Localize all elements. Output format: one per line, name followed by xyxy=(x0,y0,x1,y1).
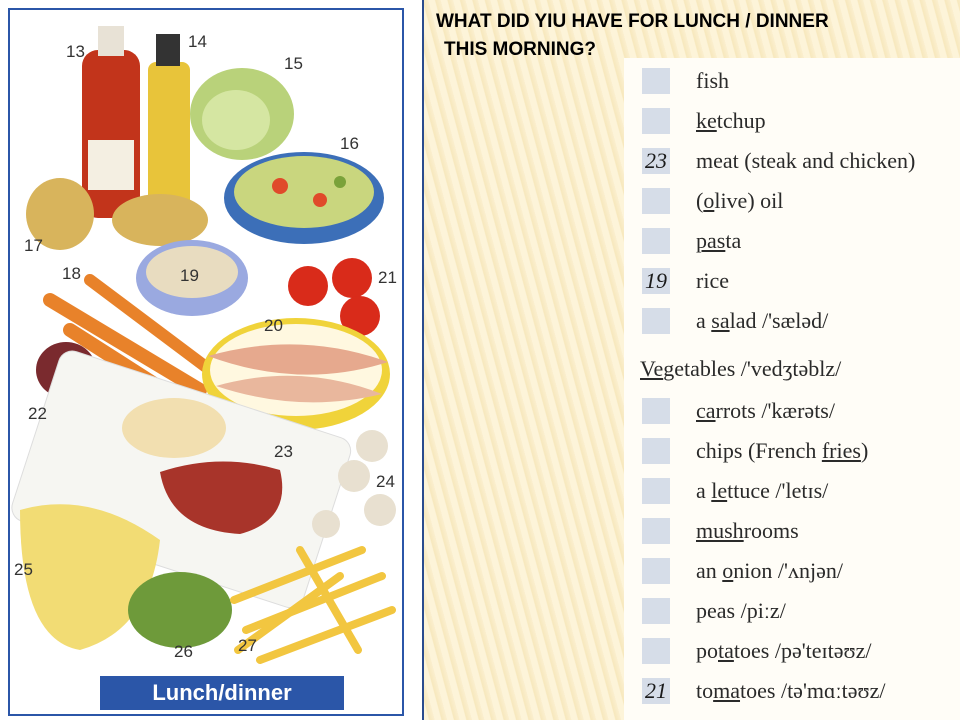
food-number: 17 xyxy=(24,236,43,255)
picture-caption: Lunch/dinner xyxy=(100,676,344,710)
tomato xyxy=(288,266,328,306)
vocabulary-list xyxy=(624,58,960,720)
oil-bottle xyxy=(148,62,190,210)
word-text: rooms xyxy=(743,518,799,543)
ketchup-bottle xyxy=(82,50,140,218)
answer-box[interactable] xyxy=(642,558,670,584)
vocab-word xyxy=(696,678,885,704)
word-text: getables /'vedʒtəblz/ xyxy=(663,356,842,381)
answer-box[interactable] xyxy=(642,68,670,94)
food-picture-panel xyxy=(0,0,424,720)
word-text: an xyxy=(696,558,723,583)
stressed-syllable: le xyxy=(711,478,728,503)
word-text: ttuce /'letɪs/ xyxy=(727,478,829,503)
food-number: 21 xyxy=(378,268,397,287)
answer-box[interactable] xyxy=(642,108,670,134)
tomato xyxy=(332,258,372,298)
oil-cap xyxy=(156,34,180,66)
answer-box[interactable] xyxy=(642,398,670,424)
word-text: toes /pə'teɪtəʊz/ xyxy=(733,638,872,663)
vegetables-heading xyxy=(640,356,841,382)
word-text: peas /piːz/ xyxy=(696,598,786,623)
answer-box[interactable] xyxy=(642,228,670,254)
word-text: ( xyxy=(696,188,704,213)
word-text: chips (French xyxy=(696,438,822,463)
word-text: ) xyxy=(860,438,869,463)
stressed-syllable: ta xyxy=(718,638,734,663)
food-number: 14 xyxy=(188,32,207,51)
ketchup-label xyxy=(88,140,134,190)
word-text: tchup xyxy=(716,108,766,133)
word-text: to xyxy=(696,678,714,703)
food-number: 25 xyxy=(14,560,33,579)
food-number: 20 xyxy=(264,316,283,335)
food-illustration xyxy=(10,10,404,716)
stressed-syllable: ca xyxy=(696,398,716,423)
stressed-syllable: ma xyxy=(713,678,741,703)
vocab-word xyxy=(696,478,828,504)
food-number: 15 xyxy=(284,54,303,73)
ketchup-cap xyxy=(98,26,124,56)
question-line-1: WHAT DID YIU HAVE FOR LUNCH / DINNER xyxy=(436,11,829,32)
answer-box[interactable] xyxy=(642,638,670,664)
word-text: a xyxy=(696,478,712,503)
vocab-word xyxy=(696,598,786,624)
stressed-syllable: Ve xyxy=(640,356,664,381)
answer-box[interactable] xyxy=(642,438,670,464)
food-number: 26 xyxy=(174,642,193,661)
stressed-syllable: pas xyxy=(696,228,726,253)
stressed-syllable: sa xyxy=(711,308,730,333)
word-text: a xyxy=(696,308,712,333)
vocab-word xyxy=(696,638,872,664)
question-line-2: THIS MORNING? xyxy=(444,39,596,60)
vocab-word xyxy=(696,438,868,464)
stressed-syllable: mush xyxy=(696,518,744,543)
vocab-word xyxy=(696,228,741,254)
word-text: ta xyxy=(725,228,742,253)
food-number: 22 xyxy=(28,404,47,423)
stressed-syllable: o xyxy=(703,188,715,213)
vocab-word xyxy=(696,308,828,334)
vocab-word xyxy=(696,188,783,214)
food-picture xyxy=(8,8,404,716)
food-number: 19 xyxy=(180,266,199,285)
mushroom xyxy=(356,430,388,462)
word-text: lad /'sæləd/ xyxy=(729,308,829,333)
vocab-word xyxy=(696,398,835,424)
food-number: 24 xyxy=(376,472,395,491)
vocab-word xyxy=(696,558,843,584)
answer-box[interactable] xyxy=(642,188,670,214)
potato xyxy=(112,194,208,246)
stressed-syllable: o xyxy=(722,558,734,583)
vocab-word xyxy=(696,268,729,294)
answer-box[interactable] xyxy=(642,478,670,504)
food-number: 27 xyxy=(238,636,257,655)
answer-box[interactable] xyxy=(642,518,670,544)
answer-box[interactable]: 19 xyxy=(642,268,670,294)
answer-box[interactable]: 21 xyxy=(642,678,670,704)
food-number: 23 xyxy=(274,442,293,461)
stressed-syllable: ke xyxy=(696,108,717,133)
word-text: toes /tə'mɑːtəʊz/ xyxy=(740,678,886,703)
word-text: nion /'ʌnjən/ xyxy=(733,558,843,583)
vocab-word xyxy=(696,148,915,174)
vocab-word xyxy=(696,108,766,134)
answer-box[interactable] xyxy=(642,308,670,334)
vocab-word xyxy=(696,518,799,544)
word-text: rice xyxy=(696,268,729,293)
food-number: 18 xyxy=(62,264,81,283)
word-text: rrots /'kærəts/ xyxy=(715,398,835,423)
answer-box[interactable] xyxy=(642,598,670,624)
question-heading xyxy=(436,8,956,64)
stressed-syllable: fries xyxy=(821,438,861,463)
food-number: 13 xyxy=(66,42,85,61)
peas xyxy=(128,572,232,648)
word-text: meat (steak and chicken) xyxy=(696,148,916,173)
word-text: po xyxy=(696,638,718,663)
vocab-word xyxy=(696,68,729,94)
food-number: 16 xyxy=(340,134,359,153)
answer-box[interactable]: 23 xyxy=(642,148,670,174)
chicken xyxy=(122,398,226,458)
word-text: fish xyxy=(696,68,729,93)
word-text: live) oil xyxy=(714,188,784,213)
